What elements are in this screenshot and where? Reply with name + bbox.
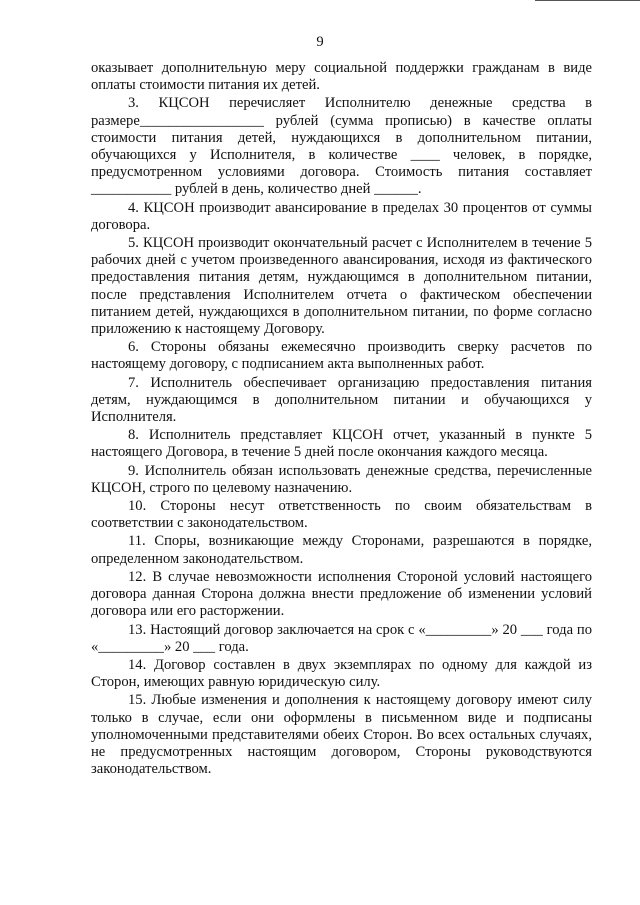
clause-13: 13. Настоящий договор заключается на срок с «_________» 20 ___ года по «_________» 20 ___ года. — [91, 621, 592, 655]
clause-8: 8. Исполнитель представляет КЦСОН отчет, указанный в пункте 5 настоящего Договора, в течение 5 дней после окончания каждого месяца. — [91, 427, 592, 461]
clause-4: 4. КЦСОН производит авансирование в пределах 30 процентов от суммы договора. — [91, 199, 592, 233]
clause-10: 10. Стороны несут ответственность по своим обязательствам в соответствии с законодательством. — [91, 498, 592, 532]
clause-15: 15. Любые изменения и дополнения к настоящему договору имеют силу только в случае, если они оформлены в письменном виде и подписаны уполномоченными представителями обеих Сторон. Во всех остальных случаях, не предусмотренных настоящим договором, Стороны руководствуются законодательством. — [91, 692, 592, 778]
page-number: 9 — [316, 34, 324, 50]
clause-7: 7. Исполнитель обеспечивает организацию предоставления питания детям, нуждающимся в дополнительном питании и обучающихся у Исполнителя. — [91, 374, 592, 426]
top-edge-rule — [535, 0, 640, 1]
clause-12: 12. В случае невозможности исполнения Стороной условий настоящего договора данная Сторона должна внести предложение об изменении условий договора или его расторжении. — [91, 568, 592, 620]
clause-9: 9. Исполнитель обязан использовать денежные средства, перечисленные КЦСОН, строго по целевому назначению. — [91, 462, 592, 496]
paragraph-continuation: оказывает дополнительную меру социальной поддержки гражданам в виде оплаты стоимости питания их детей. — [91, 60, 592, 94]
clause-14: 14. Договор составлен в двух экземплярах по одному для каждой из Сторон, имеющих равную юридическую силу. — [91, 656, 592, 691]
clause-6: 6. Стороны обязаны ежемесячно производить сверку расчетов по настоящему договору, с подписанием акта выполненных работ. — [91, 339, 592, 373]
clause-11: 11. Споры, возникающие между Сторонами, разрешаются в порядке, определенном законодательством. — [91, 533, 592, 567]
clause-3: 3. КЦСОН перечисляет Исполнителю денежные средства в размере_________________ рублей (сумма прописью) в качестве оплаты стоимости питания детей, нуждающихся в дополнительном питании, обучающихся у Исполнителя, в количестве ____ человек, в порядке, предусмотренном условиями договора. Стоимость питания составляет ___________ рублей в день, количество дней ______. — [91, 95, 592, 198]
contract-text — [91, 60, 592, 778]
clause-5: 5. КЦСОН производит окончательный расчет с Исполнителем в течение 5 рабочих дней с учетом произведенного авансирования, исходя из фактического предоставления питания детям, нуждающимся в дополнительном питании, после представления Исполнителем отчета о фактическом обеспечении питанием детей, нуждающихся в дополнительном питании, по форме согласно приложению к настоящему Договору. — [91, 235, 592, 338]
